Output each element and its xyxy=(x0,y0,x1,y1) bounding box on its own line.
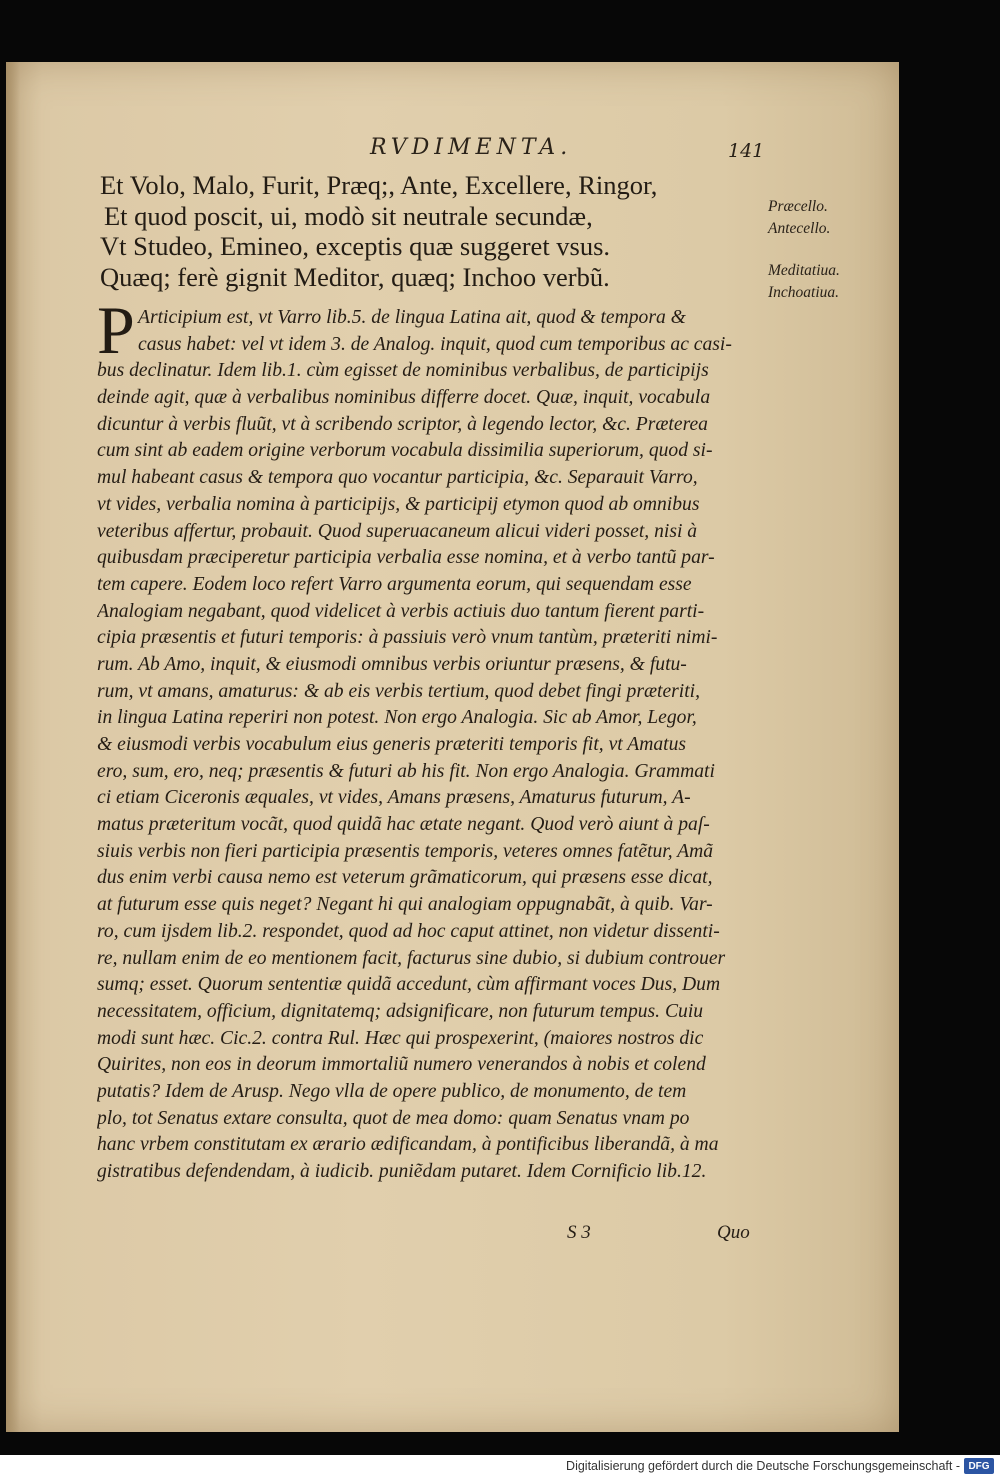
prose-line: in lingua Latina reperiri non potest. Non ergo Analogia. Sic ab Amor, Legor, xyxy=(97,707,697,729)
prose-line: hanc vrbem constitutam ex ærario ædificandam, à pontificibus liberandã, à ma xyxy=(97,1134,719,1156)
folio-number: 141 xyxy=(728,140,765,162)
prose-line: cum sint ab eadem origine verborum vocabula dissimilia superiorum, quod si- xyxy=(97,440,713,462)
prose-line: matus præteritum vocãt, quod quidã hac ætate negant. Quod verò aiunt à paſ- xyxy=(97,814,710,836)
prose-line: at futurum esse quis neget? Negant hi qui analogiam oppugnabãt, à quib. Var- xyxy=(97,894,713,916)
footer-bar xyxy=(0,1455,1000,1478)
drop-cap: P xyxy=(97,292,135,368)
dfg-logo-icon: DFG xyxy=(964,1458,994,1474)
verse-line: Vt Studeo, Emineo, exceptis quæ suggeret vsus. xyxy=(100,231,611,261)
margin-note-meditatiua: Meditatiua. xyxy=(768,262,840,279)
prose-line: quibusdam præciperetur participia verbalia esse nomina, et à verbo tantũ par- xyxy=(97,547,715,569)
prose-line: modi sunt hæc. Cic.2. contra Rul. Hæc qui prospexerint, (maiores nostros dic xyxy=(97,1027,704,1049)
prose-line: Articipium est, vt Varro lib.5. de lingua Latina ait, quod & tempora & xyxy=(138,307,686,328)
signature-mark: S 3 xyxy=(567,1222,591,1243)
prose-line: dicuntur à verbis fluũt, vt à scribendo scriptor, à legendo lector, &c. Præterea xyxy=(97,413,708,435)
running-title: RVDIMENTA. xyxy=(370,135,573,160)
prose-block xyxy=(97,305,757,1186)
margin-note-inchoatiua: Inchoatiua. xyxy=(768,284,840,301)
page-gutter-shadow xyxy=(6,62,20,1432)
prose-line: mul habeant casus & tempora quo vocantur participia, &c. Separauit Varro, xyxy=(97,467,698,489)
prose-line: rum. Ab Amo, inquit, & eiusmodi omnibus verbis oriuntur præsens, & futu- xyxy=(97,653,687,675)
prose-line: veteribus affertur, probauit. Quod superuacaneum alicui videri posset, nisi à xyxy=(97,520,698,542)
margin-note-antecello: Antecello. xyxy=(768,220,831,237)
verse-line: Et quod poscit, ui, modò sit neutrale secundæ, xyxy=(104,200,593,231)
prose-line: casus habet: vel vt idem 3. de Analog. inquit, quod cum temporibus ac casi- xyxy=(138,333,732,355)
prose-line: necessitatem, officium, dignitatemq; adsignificare, non futurum tempus. Cuiu xyxy=(97,1000,704,1022)
prose-line: bus declinatur. Idem lib.1. cùm egisset de nominibus verbalibus, de participijs xyxy=(97,360,709,382)
prose-line: ero, sum, ero, neq; præsentis & futuri ab his fit. Non ergo Analogia. Grammati xyxy=(97,760,715,782)
prose-line: siuis verbis non fieri participia præsentis temporis, veteres omnes fatẽtur, Amã xyxy=(97,840,714,862)
prose-line: putatis? Idem de Arusp. Nego vlla de opere publico, de monumento, de tem xyxy=(97,1080,687,1102)
prose-line: cipia præsentis et futuri temporis: à passiuis verò vnum tantùm, præteriti nimi- xyxy=(97,627,718,649)
prose-line: plo, tot Senatus extare consulta, quot de mea domo: quam Senatus vnam po xyxy=(97,1107,690,1129)
prose-line: gistratibus defendendam, à iudicib. puniẽdam putaret. Idem Cornificio lib.12. xyxy=(97,1161,707,1182)
verse-block xyxy=(100,170,720,292)
prose-line: re, nullam enim de eo mentionem facit, facturus sine dubio, si dubium controuer xyxy=(97,947,726,969)
footer-credit: Digitalisierung gefördert durch die Deutsche Forschungsgemeinschaft - xyxy=(566,1459,960,1473)
prose-first-lines xyxy=(97,305,757,358)
prose-line: dus enim verbi causa nemo est veterum grãmaticorum, qui præsens esse dicat, xyxy=(97,867,713,889)
catchword: Quo xyxy=(717,1222,750,1243)
prose-line: tem capere. Eodem loco refert Varro argumenta eorum, qui sequendam esse xyxy=(97,573,692,595)
prose-line: rum, vt amans, amaturus: & ab eis verbis tertium, quod debet fingi præteriti, xyxy=(97,680,701,702)
verse-line: Quæq; ferè gignit Meditor, quæq; Inchoo verbũ. xyxy=(100,261,610,292)
prose-line: deinde agit, quæ à verbalibus nominibus differre docet. Quæ, inquit, vocabula xyxy=(97,387,711,409)
prose-line: Quirites, non eos in deorum immortaliũ numero venerandos à nobis et colend xyxy=(97,1054,706,1076)
prose-line: & eiusmodi verbis vocabulum eius generis præteriti temporis fit, vt Amatus xyxy=(97,734,687,755)
prose-line: Analogiam negabant, quod videlicet à verbis actiuis duo tantum fierent parti- xyxy=(97,600,705,622)
prose-line: ci etiam Ciceronis æquales, vt vides, Amans præsens, Amaturus futurum, A- xyxy=(97,787,691,809)
verse-line: Et Volo, Malo, Furit, Præq;, Ante, Excellere, Ringor, xyxy=(100,170,658,200)
prose-lines xyxy=(97,358,757,1185)
prose-line: sumq; esset. Quorum sententiæ quidã accedunt, cùm affirmant voces Dus, Dum xyxy=(97,974,721,996)
margin-note-praecello: Præcello. xyxy=(768,198,828,215)
prose-line: vt vides, verbalia nomina à participijs, & participij etymon quod ab omnibus xyxy=(97,493,700,515)
prose-line: ro, cum ijsdem lib.2. respondet, quod ad hoc caput attinet, non videtur dissenti- xyxy=(97,920,720,942)
